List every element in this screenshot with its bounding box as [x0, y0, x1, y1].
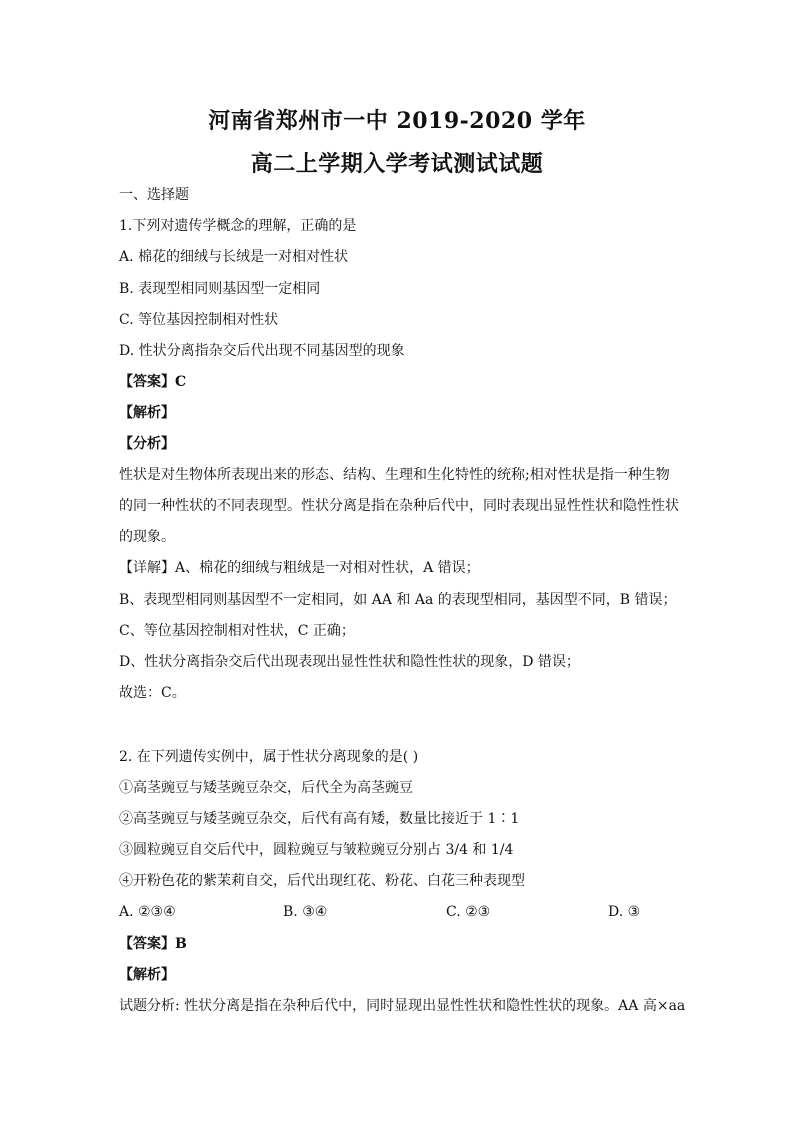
q1-analysis-heading: 【解析】 [119, 405, 175, 421]
document-subtitle: 高二上学期入学考试测试试题 [250, 151, 544, 177]
q1-option-a: A. 棉花的细绒与长绒是一对相对性状 [119, 249, 349, 265]
q1-fenxi-line-2: 的同一种性状的不同表现型。性状分离是指在杂种后代中，同时表现出显性性状和隐性性状 [119, 498, 679, 514]
q2-stem: 2. 在下列遗传实例中，属于性状分离现象的是( ) [119, 749, 419, 765]
q2-options [119, 904, 679, 922]
q1-option-c: C. 等位基因控制相对性状 [119, 312, 279, 328]
q1-detail-line-3: C、等位基因控制相对性状，C 正确； [119, 623, 355, 639]
q1-fenxi-line-3: 的现象。 [119, 529, 175, 545]
q1-detail-line-2: B、表现型相同则基因型不一定相同，如 AA 和 Aa 的表现型相同，基因型不同，B 错误； [119, 592, 677, 608]
q2-option-a: A. ②③④ [119, 904, 176, 920]
q1-answer: 【答案】C [119, 374, 187, 390]
q1-detail-line-4: D、性状分离指杂交后代出现表现出显性性状和隐性性状的现象，D 错误； [119, 654, 580, 670]
q1-detail-line-1: 【详解】A、棉花的细绒与粗绒是一对相对性状，A 错误； [119, 560, 480, 576]
section-heading: 一、选择题 [119, 187, 189, 203]
q2-analysis-line: 试题分析: 性状分离是指在杂种后代中，同时显现出显性性状和隐性性状的现象。AA 高×aa [119, 998, 686, 1014]
q2-option-d: D. ③ [608, 904, 641, 920]
q2-option-b: B. ③④ [283, 904, 328, 920]
q2-item-2: ②高茎豌豆与矮茎豌豆杂交，后代有高有矮，数量比接近于 1∶1 [119, 811, 520, 827]
document-title: 河南省郑州市一中 2019-2020 学年 [208, 108, 586, 134]
q2-item-4: ④开粉色花的紫茉莉自交，后代出现红花、粉花、白花三种表现型 [119, 873, 525, 889]
q2-answer: 【答案】B [119, 936, 187, 952]
q1-fenxi-line-1: 性状是对生物体所表现出来的形态、结构、生理和生化特性的统称;相对性状是指一种生物 [119, 467, 670, 483]
q1-fenxi-heading: 【分析】 [119, 436, 175, 452]
q1-detail-line-5: 故选：C。 [119, 685, 186, 701]
q2-option-c: C. ②③ [446, 904, 491, 920]
q2-item-3: ③圆粒豌豆自交后代中，圆粒豌豆与皱粒豌豆分别占 3/4 和 1/4 [119, 842, 514, 858]
q1-option-b: B. 表现型相同则基因型一定相同 [119, 281, 321, 297]
q2-item-1: ①高茎豌豆与矮茎豌豆杂交，后代全为高茎豌豆 [119, 780, 413, 796]
q1-option-d: D. 性状分离指杂交后代出现不同基因型的现象 [119, 343, 405, 359]
q1-stem: 1.下列对遗传学概念的理解，正确的是 [119, 218, 357, 234]
q2-analysis-heading: 【解析】 [119, 967, 175, 983]
